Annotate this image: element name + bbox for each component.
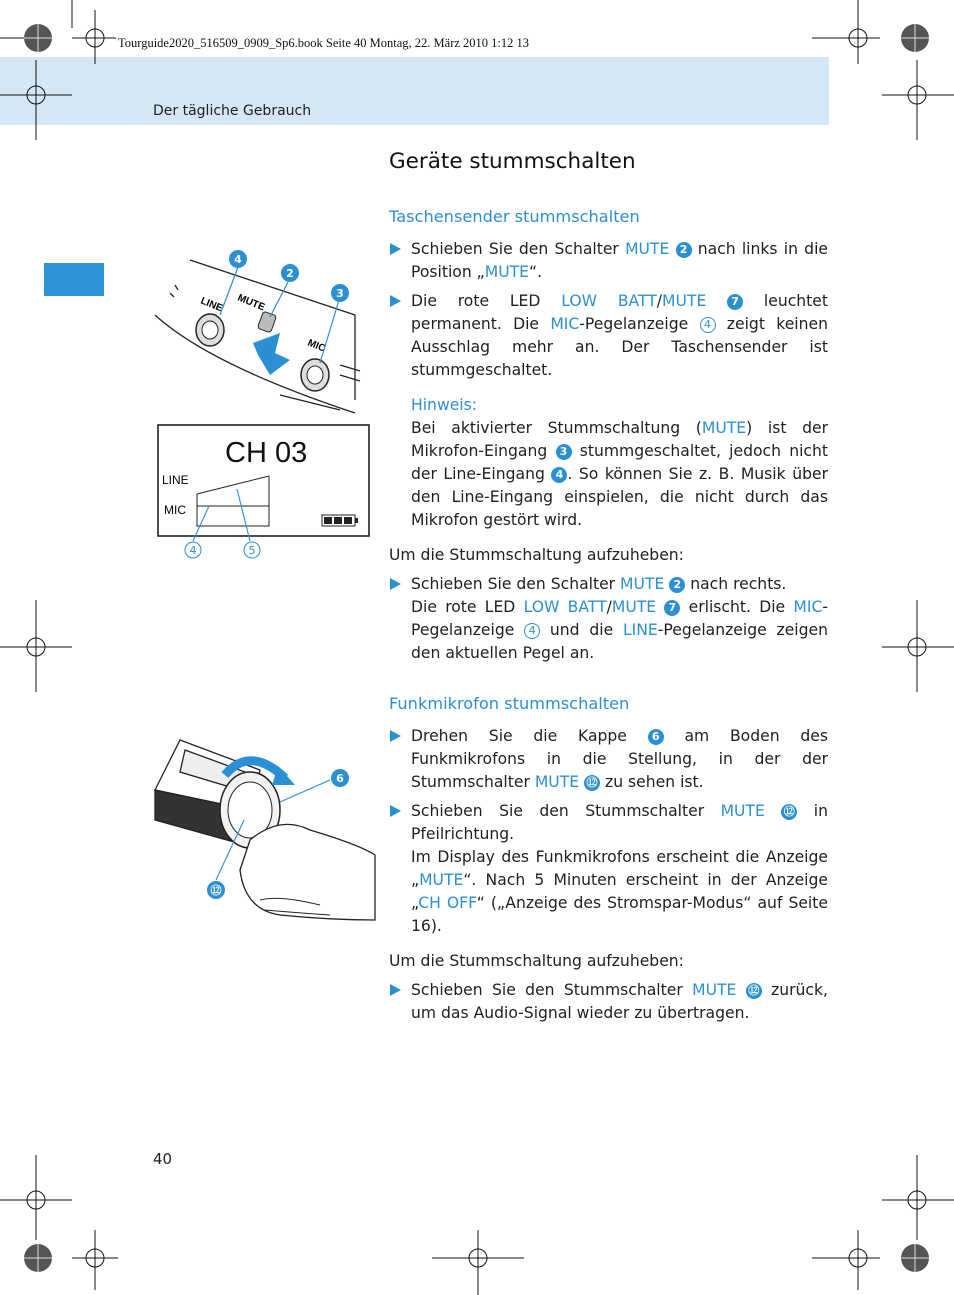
instruction-slide-mic-mute: Schieben Sie den Stummschalter MUTE ⑫ in Pfeilrichtung. [389,800,828,846]
running-head: Der tägliche Gebrauch [153,103,312,119]
svg-text:6: 6 [336,772,344,785]
print-header: Tourguide2020_516509_0909_Sp6.book Seite 40 Montag, 22. März 2010 1:12 13 [118,36,530,50]
battery-icon [322,515,358,526]
callout-4 [229,250,247,268]
main-content [389,148,828,1025]
svg-text:4: 4 [234,253,242,266]
instruction-led-off: Die rote LED LOW BATT/MUTE 7 erlischt. Die MIC-Pegelanzeige 4 und die LINE-Pegelanzeige zeigen den aktuellen Pegel an. [411,598,828,662]
arrow-bullet-icon [390,805,401,817]
finger-illustration [240,824,375,920]
arrow-bullet-icon [390,984,401,996]
instruction-mic-display: Im Display des Funkmikrofons erscheint die Anzeige „MUTE“. Nach 5 Minuten erscheint in der Anzeige „CH OFF“ („Anzeige des Stromspar-Modus“ auf Seite 16). [411,848,828,935]
section-heading-transmitter: Taschensender stummschalten [389,207,640,226]
instruction-slide-back: Schieben Sie den Schalter MUTE 2 nach rechts. [389,573,828,596]
line-knob [196,314,224,346]
label-line: LINE [198,295,225,315]
microphone-illustration [150,730,380,925]
callout-3 [331,284,349,302]
svg-text:4: 4 [189,544,197,557]
callout-12 [207,881,225,899]
page-title: Geräte stummschalten [389,149,636,174]
note-text: Bei aktivierter Stummschaltung (MUTE) ist der Mikrofon-Eingang 3 stummgeschaltet, jedoch nicht der Line-Eingang 4 . So können Sie z. B. Musik über den Line-Eingang einspielen, die nicht durch das Mikrofon gestört wird. [411,419,828,529]
channel-readout: CH 03 [225,437,308,469]
transmitter-illustration [150,245,375,420]
arrow-bullet-icon [390,730,401,742]
callout-2 [281,264,299,282]
label-mic: MIC [305,337,328,355]
undo-intro-transmitter: Um die Stummschaltung aufzuheben: [389,546,684,564]
instruction-slide-mute: Schieben Sie den Schalter MUTE 2 nach links in die Position „MUTE“. [389,238,828,284]
instruction-slide-mic-back: Schieben Sie den Stummschalter MUTE ⑫ zurück, um das Audio-Signal wieder zu übertragen. [389,979,828,1025]
svg-text:5: 5 [248,544,256,557]
instruction-led-on: Die rote LED LOW BATT/MUTE 7 leuchtet permanent. Die MIC-Pegelanzeige 4 zeigt keinen Ausschlag mehr an. Der Taschensender ist stummgeschaltet. [389,290,828,382]
callout-6 [331,769,349,787]
page-number: 40 [153,1150,173,1168]
mute-switch [257,311,276,333]
arrow-bullet-icon [390,578,401,590]
slide-arrow-icon [253,333,290,375]
callout-5-display [244,542,260,558]
svg-text:3: 3 [336,287,344,300]
callout-4-display [185,542,201,558]
line-label: LINE [162,473,189,487]
section-heading-microphone: Funkmikrofon stummschalten [389,694,630,713]
note-label: Hinweis: [411,396,477,414]
mic-knob [301,359,329,391]
label-mute: MUTE [235,292,267,314]
arrow-bullet-icon [390,243,401,255]
svg-text:2: 2 [286,267,294,280]
arrow-bullet-icon [390,295,401,307]
mic-label: MIC [164,503,186,517]
display-illustration [157,424,371,564]
instruction-rotate-cap: Drehen Sie die Kappe 6 am Boden des Funkmikrofons in die Stellung, in der der Stummschalter MUTE ⑫ zu sehen ist. [389,725,828,794]
svg-text:⑫: ⑫ [210,884,222,897]
undo-intro-microphone: Um die Stummschaltung aufzuheben: [389,952,684,970]
